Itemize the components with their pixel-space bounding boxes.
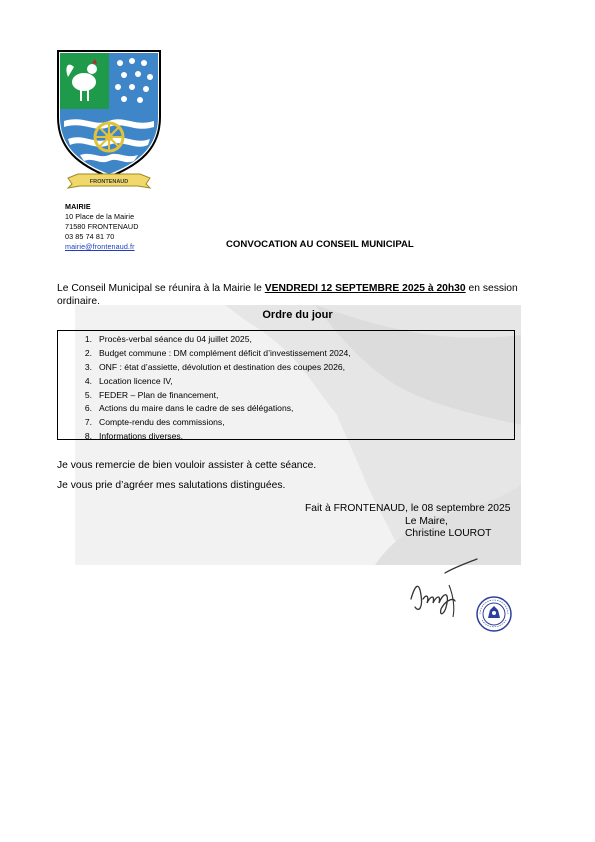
agenda-box bbox=[57, 330, 515, 440]
closing-salutation: Je vous prie d’agréer mes salutations distinguées. bbox=[57, 480, 286, 491]
address-line: MAIRIE bbox=[65, 202, 91, 211]
closing-thanks: Je vous remercie de bien vouloir assister à cette séance. bbox=[57, 460, 317, 471]
handwritten-signature bbox=[405, 555, 480, 625]
intro-paragraph bbox=[57, 282, 527, 308]
agenda-item-number: 4. bbox=[84, 375, 92, 386]
agenda-item-text: Budget commune : DM complément déficit d’investissement 2024, bbox=[99, 347, 351, 358]
agenda-item-text: Actions du maire dans le cadre de ses délégations, bbox=[99, 403, 294, 414]
email-link[interactable]: mairie@frontenaud.fr bbox=[65, 242, 135, 251]
agenda-item-number: 8. bbox=[84, 431, 92, 442]
mairie-address bbox=[65, 202, 139, 252]
meeting-date: VENDREDI 12 SEPTEMBRE 2025 à 20h30 bbox=[264, 283, 466, 294]
agenda-item-number: 6. bbox=[84, 403, 92, 414]
agenda-item-number: 1. bbox=[84, 334, 92, 344]
crest-scroll-banner bbox=[66, 172, 152, 190]
agenda-heading: Ordre du jour bbox=[262, 309, 333, 321]
agenda-item-text: Compte-rendu des commissions, bbox=[99, 417, 225, 428]
agenda-item-text: Procès-verbal séance du 04 juillet 2025, bbox=[99, 334, 252, 344]
document-title: CONVOCATION AU CONSEIL MUNICIPAL bbox=[226, 239, 414, 250]
mayor-name: Christine LOUROT bbox=[405, 528, 492, 539]
agenda-item-number: 3. bbox=[84, 361, 92, 372]
place-and-date: Fait à FRONTENAUD, le 08 septembre 2025 bbox=[305, 503, 511, 514]
agenda-item-text: Informations diverses. bbox=[99, 431, 184, 442]
intro-text-before: Le Conseil Municipal se réunira à la Mairie le bbox=[57, 283, 265, 294]
agenda-item-number: 7. bbox=[84, 417, 92, 428]
agenda-item-number: 5. bbox=[84, 389, 92, 400]
mayor-title: Le Maire, bbox=[405, 516, 448, 527]
agenda-item-number: 2. bbox=[84, 347, 92, 358]
coat-of-arms bbox=[54, 47, 164, 187]
agenda-item-text: FEDER – Plan de financement, bbox=[99, 389, 219, 400]
address-line: 10 Place de la Mairie bbox=[65, 212, 135, 221]
address-line: 03 85 74 81 70 bbox=[65, 232, 115, 241]
agenda-item-text: Location licence IV, bbox=[99, 375, 173, 386]
intro-text-after: en session ordinaire. bbox=[57, 283, 518, 307]
agenda-item-text: ONF : état d’assiette, dévolution et destination des coupes 2026, bbox=[99, 361, 346, 372]
official-stamp bbox=[476, 596, 512, 632]
crest-scroll-text: FRONTENAUD bbox=[89, 179, 129, 185]
address-line: 71580 FRONTENAUD bbox=[65, 222, 139, 231]
